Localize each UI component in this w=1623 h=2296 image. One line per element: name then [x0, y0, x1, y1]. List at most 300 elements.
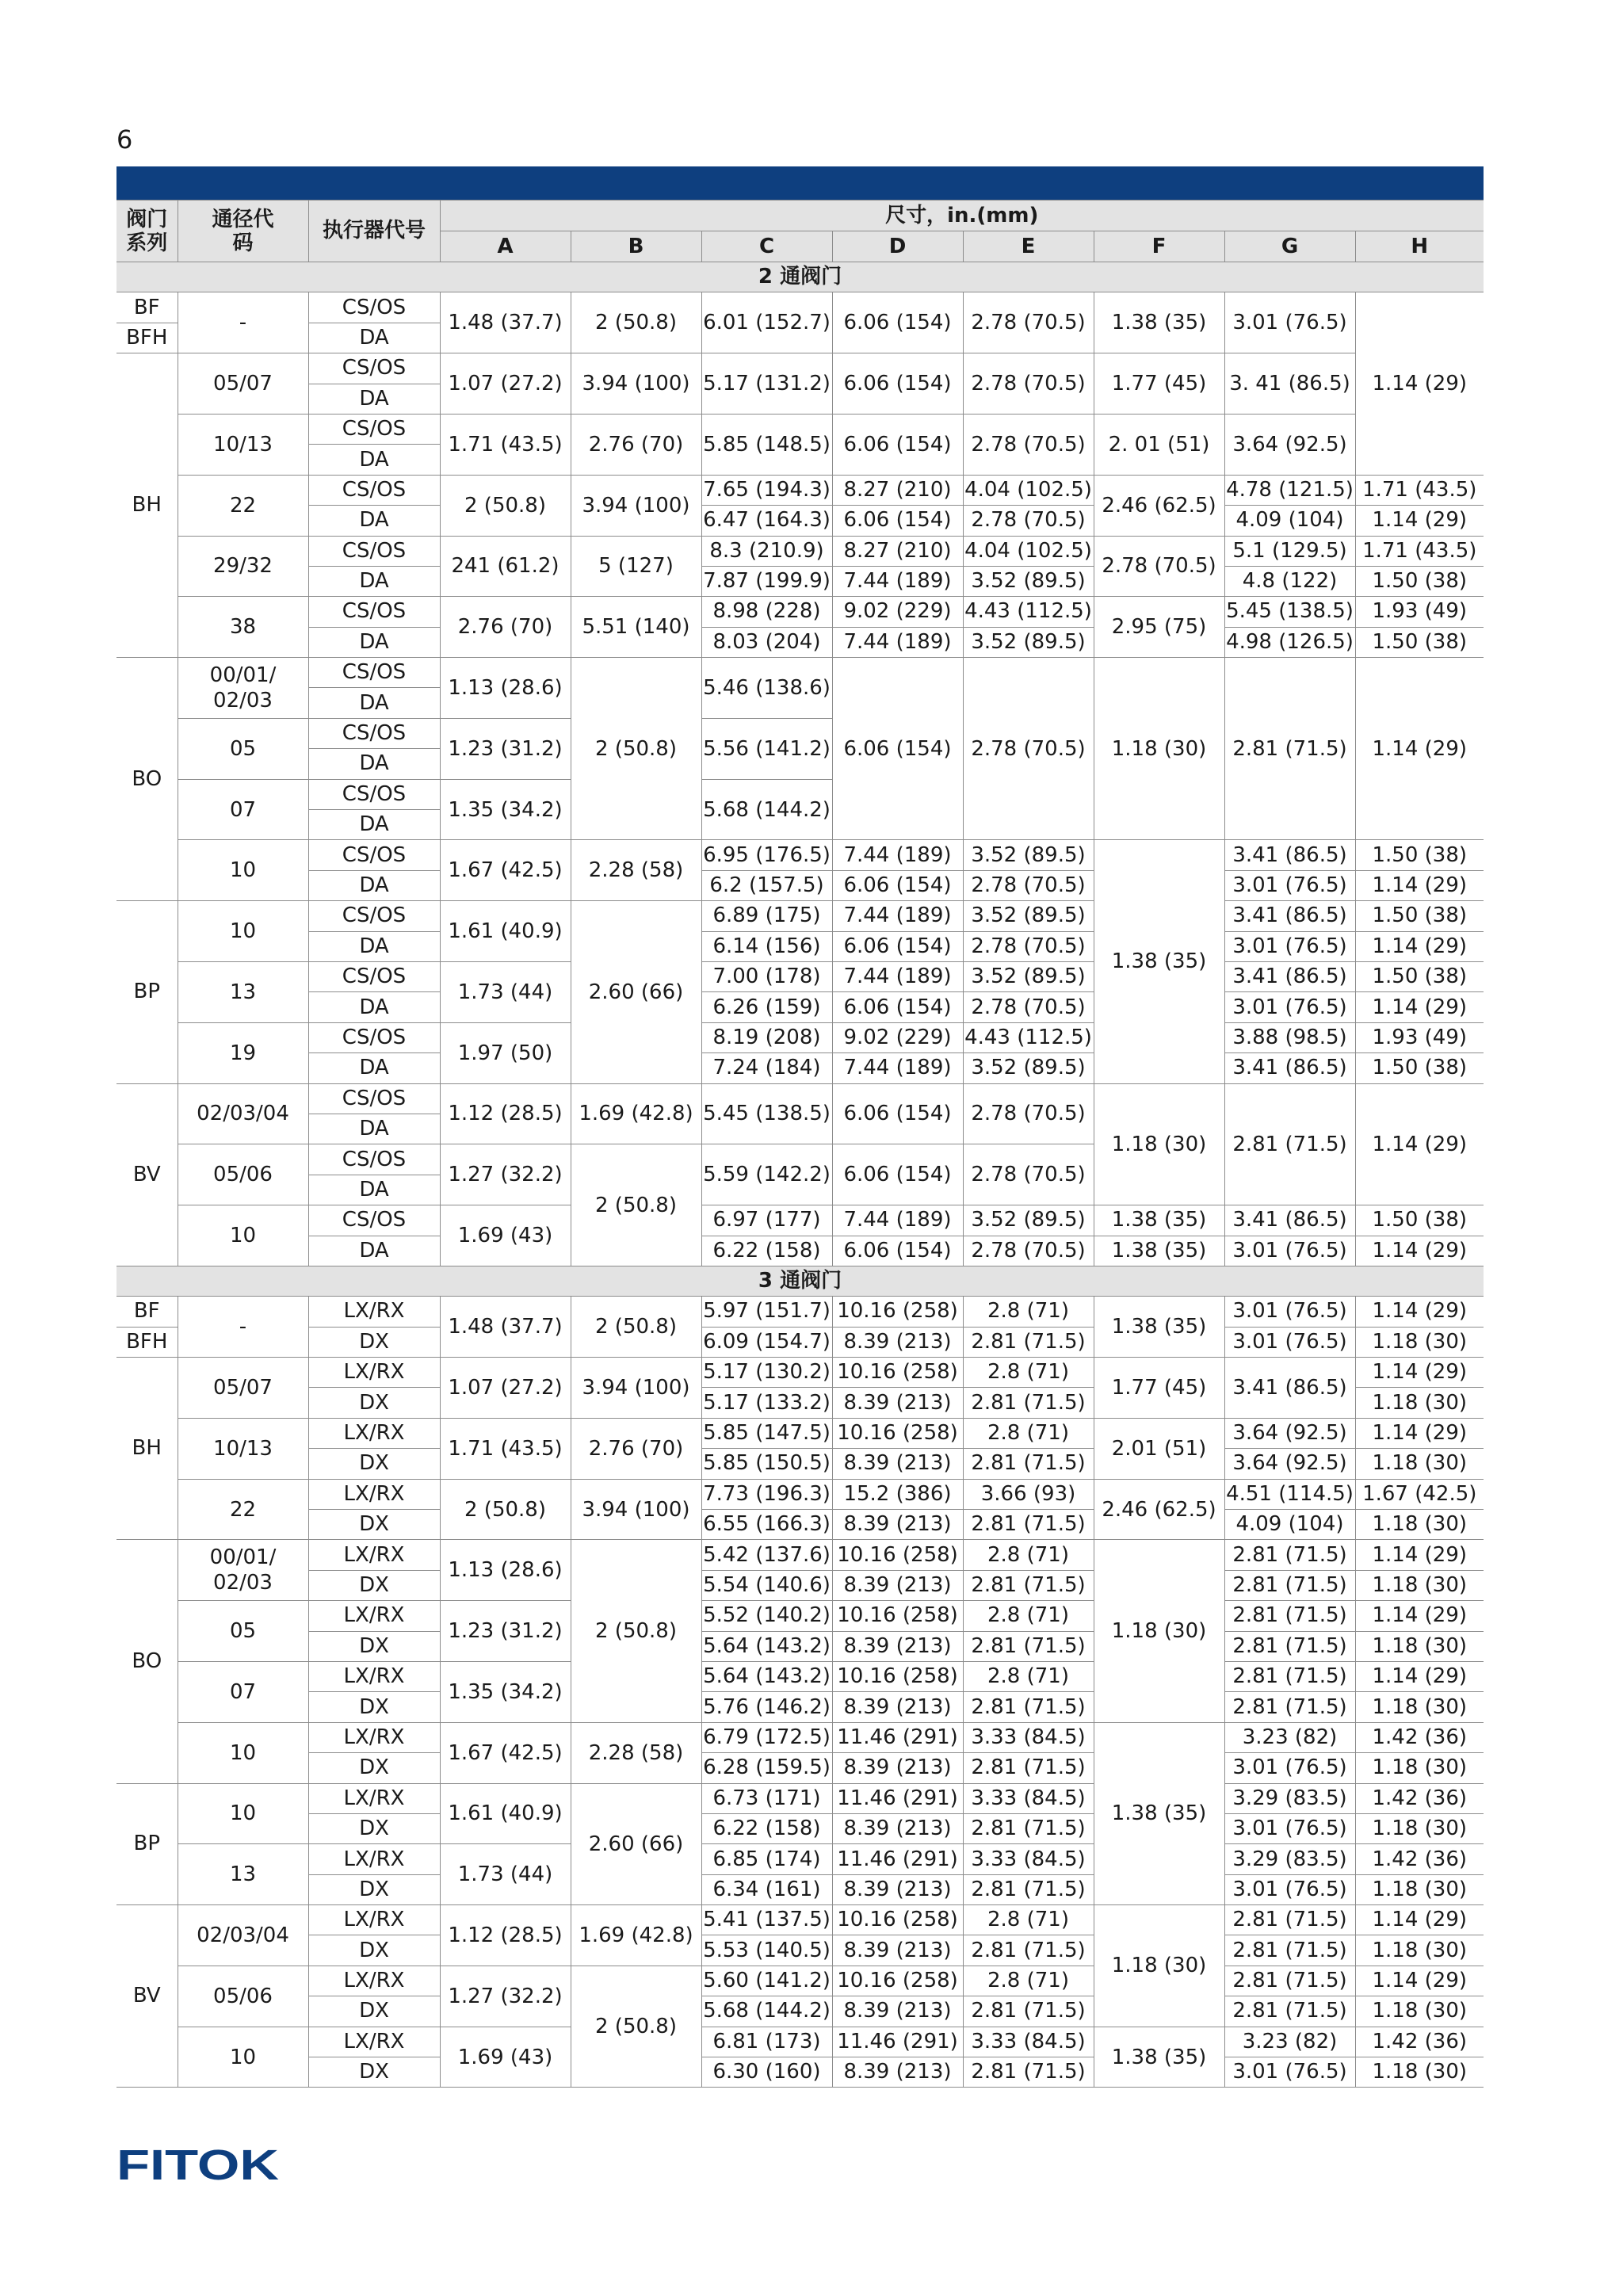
dim-h-cell: 1.50 (38)	[1355, 901, 1484, 931]
actuator-cell: DA	[308, 384, 440, 414]
dim-c-cell: 7.24 (184)	[701, 1053, 832, 1083]
size-code-cell: 22	[178, 475, 308, 536]
table-row	[116, 1813, 1484, 1843]
table-row	[116, 1996, 1484, 2027]
dim-g-cell: 3. 41 (86.5)	[1224, 353, 1355, 415]
dim-e-cell: 3.33 (84.5)	[963, 1722, 1094, 1752]
col-header-c: C	[701, 231, 832, 262]
actuator-cell: LX/RX	[308, 1783, 440, 1813]
dim-d-cell: 7.44 (189)	[832, 961, 963, 991]
actuator-cell: DA	[308, 506, 440, 536]
dim-c-cell: 5.52 (140.2)	[701, 1601, 832, 1631]
dim-e-cell: 2.8 (71)	[963, 1418, 1094, 1448]
header-dimensions: 尺寸，in.(mm)	[440, 201, 1484, 231]
dim-c-cell: 6.26 (159)	[701, 992, 832, 1022]
dim-d-cell: 7.44 (189)	[832, 566, 963, 596]
dim-g-cell: 3.64 (92.5)	[1224, 414, 1355, 475]
dim-h-cell: 1.18 (30)	[1355, 1813, 1484, 1843]
dim-c-cell: 8.98 (228)	[701, 597, 832, 627]
size-code-cell: 10/13	[178, 414, 308, 475]
dim-e-cell: 2.8 (71)	[963, 1661, 1094, 1691]
col-header-e: E	[963, 231, 1094, 262]
actuator-cell: CS/OS	[308, 536, 440, 566]
dim-h-cell: 1.50 (38)	[1355, 566, 1484, 596]
dim-d-cell: 7.44 (189)	[832, 840, 963, 870]
dim-g-cell: 4.09 (104)	[1224, 1510, 1355, 1540]
dim-f-cell: 1.38 (35)	[1094, 1236, 1224, 1266]
dim-c-cell: 5.85 (148.5)	[701, 414, 832, 475]
dim-d-cell: 15.2 (386)	[832, 1479, 963, 1509]
dim-c-cell: 6.97 (177)	[701, 1205, 832, 1236]
dim-d-cell: 8.39 (213)	[832, 1327, 963, 1357]
dim-h-cell: 1.42 (36)	[1355, 1783, 1484, 1813]
dim-e-cell: 2.81 (71.5)	[963, 1388, 1094, 1418]
dim-f-cell: 1.38 (35)	[1094, 1297, 1224, 1358]
dim-d-cell: 10.16 (258)	[832, 1297, 963, 1327]
dim-c-cell: 5.17 (130.2)	[701, 1358, 832, 1388]
dim-g-cell: 3.01 (76.5)	[1224, 1236, 1355, 1266]
actuator-cell: LX/RX	[308, 1966, 440, 1996]
actuator-cell: DA	[308, 870, 440, 900]
dim-h-cell: 1.14 (29)	[1355, 1083, 1484, 1205]
dim-g-cell: 3.23 (82)	[1224, 1722, 1355, 1752]
dim-h-cell: 1.18 (30)	[1355, 1753, 1484, 1783]
dim-b-cell: 5 (127)	[571, 536, 701, 597]
series-cell: BP	[116, 1783, 178, 1905]
dim-a-cell: 1.12 (28.5)	[440, 1083, 571, 1144]
dim-g-cell: 3.64 (92.5)	[1224, 1449, 1355, 1479]
dim-f-cell: 1.77 (45)	[1094, 1358, 1224, 1419]
dim-e-cell: 2.81 (71.5)	[963, 1692, 1094, 1722]
series-cell: BF	[116, 1297, 178, 1327]
dim-g-cell: 3.01 (76.5)	[1224, 1753, 1355, 1783]
dim-c-cell: 5.53 (140.5)	[701, 1935, 832, 1966]
actuator-cell: DX	[308, 1510, 440, 1540]
dim-a-cell: 1.27 (32.2)	[440, 1144, 571, 1205]
dim-a-cell: 241 (61.2)	[440, 536, 571, 597]
dim-c-cell: 5.60 (141.2)	[701, 1966, 832, 1996]
dim-g-cell: 3.41 (86.5)	[1224, 840, 1355, 870]
dim-e-cell: 2.81 (71.5)	[963, 1631, 1094, 1661]
dim-b-cell: 3.94 (100)	[571, 1358, 701, 1419]
dim-a-cell: 1.35 (34.2)	[440, 1661, 571, 1722]
dim-e-cell: 2.81 (71.5)	[963, 1449, 1094, 1479]
dim-g-cell: 3.64 (92.5)	[1224, 1418, 1355, 1448]
dim-b-cell: 2 (50.8)	[571, 1966, 701, 2088]
dim-a-cell: 1.13 (28.6)	[440, 658, 571, 719]
dim-g-cell: 5.45 (138.5)	[1224, 597, 1355, 627]
table-row	[116, 475, 1484, 505]
dim-e-cell: 4.04 (102.5)	[963, 475, 1094, 505]
dim-c-cell: 6.01 (152.7)	[701, 292, 832, 353]
dim-e-cell: 2.78 (70.5)	[963, 353, 1094, 415]
dim-a-cell: 1.07 (27.2)	[440, 1358, 571, 1419]
dim-g-cell: 3.88 (98.5)	[1224, 1022, 1355, 1052]
dim-h-cell: 1.93 (49)	[1355, 597, 1484, 627]
dim-d-cell: 8.39 (213)	[832, 1753, 963, 1783]
dim-c-cell: 5.17 (133.2)	[701, 1388, 832, 1418]
size-code-cell: 05	[178, 718, 308, 779]
dim-c-cell: 6.14 (156)	[701, 931, 832, 961]
dim-d-cell: 6.06 (154)	[832, 870, 963, 900]
dim-c-cell: 8.19 (208)	[701, 1022, 832, 1052]
dim-f-cell: 1.38 (35)	[1094, 2027, 1224, 2088]
actuator-cell: DA	[308, 1175, 440, 1205]
dim-h-cell: 1.18 (30)	[1355, 1874, 1484, 1904]
table-row	[116, 1753, 1484, 1783]
dim-a-cell: 1.67 (42.5)	[440, 1722, 571, 1783]
table-row	[116, 1874, 1484, 1904]
actuator-cell: CS/OS	[308, 475, 440, 505]
dim-c-cell: 6.73 (171)	[701, 1783, 832, 1813]
dim-d-cell: 9.02 (229)	[832, 597, 963, 627]
actuator-cell: CS/OS	[308, 1022, 440, 1052]
dim-c-cell: 5.45 (138.5)	[701, 1083, 832, 1144]
size-code-cell: 07	[178, 1661, 308, 1722]
dim-d-cell: 6.06 (154)	[832, 1083, 963, 1144]
header-color-bar	[116, 166, 1484, 200]
actuator-cell: DX	[308, 1692, 440, 1722]
dim-g-cell: 2.81 (71.5)	[1224, 1540, 1355, 1570]
actuator-cell: CS/OS	[308, 292, 440, 323]
dim-c-cell: 5.68 (144.2)	[701, 1996, 832, 2027]
actuator-cell: CS/OS	[308, 901, 440, 931]
dim-h-cell: 1.14 (29)	[1355, 506, 1484, 536]
dim-f-cell: 1.18 (30)	[1094, 658, 1224, 840]
dim-a-cell: 1.48 (37.7)	[440, 292, 571, 353]
table-row	[116, 658, 1484, 688]
size-code-cell: 05/07	[178, 353, 308, 415]
table-row	[116, 597, 1484, 627]
table-row	[116, 1935, 1484, 1966]
dim-g-cell: 4.98 (126.5)	[1224, 627, 1355, 657]
series-cell: BFH	[116, 1327, 178, 1357]
dim-e-cell: 2.78 (70.5)	[963, 992, 1094, 1022]
dim-g-cell: 2.81 (71.5)	[1224, 1935, 1355, 1966]
dim-g-cell: 3.29 (83.5)	[1224, 1783, 1355, 1813]
dim-e-cell: 3.52 (89.5)	[963, 961, 1094, 991]
col-header-h: H	[1355, 231, 1484, 262]
series-cell: BP	[116, 901, 178, 1083]
actuator-cell: DA	[308, 1114, 440, 1144]
actuator-cell: DX	[308, 1935, 440, 1966]
dim-d-cell: 8.39 (213)	[832, 1935, 963, 1966]
table-row	[116, 1570, 1484, 1600]
table-row	[116, 506, 1484, 536]
size-code-cell: -	[178, 1297, 308, 1358]
size-code-cell: 38	[178, 597, 308, 658]
table-row	[116, 1540, 1484, 1570]
dim-d-cell: 8.39 (213)	[832, 1510, 963, 1540]
dim-d-cell: 6.06 (154)	[832, 1144, 963, 1205]
dim-c-cell: 6.79 (172.5)	[701, 1722, 832, 1752]
dim-c-cell: 7.87 (199.9)	[701, 566, 832, 596]
dim-f-cell: 1.38 (35)	[1094, 1722, 1224, 1904]
dim-h-cell: 1.14 (29)	[1355, 1297, 1484, 1327]
size-code-cell: 05	[178, 1601, 308, 1662]
dim-e-cell: 3.52 (89.5)	[963, 627, 1094, 657]
dim-a-cell: 1.69 (43)	[440, 2027, 571, 2088]
series-cell: BV	[116, 1083, 178, 1266]
table-row	[116, 536, 1484, 566]
dim-g-cell: 4.51 (114.5)	[1224, 1479, 1355, 1509]
dim-b-cell: 3.94 (100)	[571, 475, 701, 536]
size-code-cell: 10/13	[178, 1418, 308, 1479]
dim-e-cell: 3.33 (84.5)	[963, 1844, 1094, 1874]
series-cell: BV	[116, 1905, 178, 2088]
dim-a-cell: 1.73 (44)	[440, 961, 571, 1022]
dim-c-cell: 6.22 (158)	[701, 1236, 832, 1266]
size-code-cell: 05/06	[178, 1144, 308, 1205]
dim-e-cell: 2.81 (71.5)	[963, 1813, 1094, 1843]
dim-g-cell: 3.23 (82)	[1224, 2027, 1355, 2057]
dim-h-cell: 1.71 (43.5)	[1355, 536, 1484, 566]
table-row	[116, 1844, 1484, 1874]
dim-h-cell: 1.18 (30)	[1355, 1935, 1484, 1966]
actuator-cell: DX	[308, 1449, 440, 1479]
dim-c-cell: 7.00 (178)	[701, 961, 832, 991]
dim-g-cell: 3.01 (76.5)	[1224, 992, 1355, 1022]
dim-f-cell: 1.38 (35)	[1094, 292, 1224, 353]
actuator-cell: LX/RX	[308, 1661, 440, 1691]
dim-e-cell: 2.81 (71.5)	[963, 1874, 1094, 1904]
dim-g-cell: 3.41 (86.5)	[1224, 1053, 1355, 1083]
dim-c-cell: 5.17 (131.2)	[701, 353, 832, 415]
dim-a-cell: 1.23 (31.2)	[440, 718, 571, 779]
dim-c-cell: 5.54 (140.6)	[701, 1570, 832, 1600]
size-code-cell: 10	[178, 1783, 308, 1844]
dim-h-cell: 1.14 (29)	[1355, 1966, 1484, 1996]
dim-d-cell: 10.16 (258)	[832, 1661, 963, 1691]
dim-b-cell: 2.76 (70)	[571, 1418, 701, 1479]
dim-c-cell: 6.09 (154.7)	[701, 1327, 832, 1357]
header-size-code: 通径代码	[178, 201, 308, 262]
section-row	[116, 262, 1484, 292]
dim-d-cell: 6.06 (154)	[832, 931, 963, 961]
dim-e-cell: 2.8 (71)	[963, 1905, 1094, 1935]
dim-a-cell: 1.23 (31.2)	[440, 1601, 571, 1662]
section-row	[116, 1266, 1484, 1296]
dim-c-cell: 8.3 (210.9)	[701, 536, 832, 566]
dim-f-cell: 1.77 (45)	[1094, 353, 1224, 415]
dim-d-cell: 7.44 (189)	[832, 1053, 963, 1083]
dim-g-cell: 2.81 (71.5)	[1224, 1996, 1355, 2027]
dim-h-cell: 1.14 (29)	[1355, 1358, 1484, 1388]
dim-g-cell: 3.01 (76.5)	[1224, 931, 1355, 961]
size-code-cell: 22	[178, 1479, 308, 1540]
size-code-cell: 05/07	[178, 1358, 308, 1419]
actuator-cell: LX/RX	[308, 1844, 440, 1874]
dim-h-cell: 1.14 (29)	[1355, 1540, 1484, 1570]
page-number: 6	[116, 124, 133, 155]
table-header	[116, 201, 1484, 262]
dim-b-cell: 2.28 (58)	[571, 1722, 701, 1783]
dim-b-cell: 2 (50.8)	[571, 1144, 701, 1266]
table-row	[116, 1236, 1484, 1266]
dim-e-cell: 4.04 (102.5)	[963, 536, 1094, 566]
dim-d-cell: 10.16 (258)	[832, 1905, 963, 1935]
col-header-g: G	[1224, 231, 1355, 262]
dim-a-cell: 1.71 (43.5)	[440, 1418, 571, 1479]
actuator-cell: DA	[308, 810, 440, 840]
table-row	[116, 1449, 1484, 1479]
actuator-cell: DX	[308, 1874, 440, 1904]
dim-d-cell: 11.46 (291)	[832, 2027, 963, 2057]
actuator-cell: CS/OS	[308, 658, 440, 688]
dim-d-cell: 8.27 (210)	[832, 536, 963, 566]
dim-e-cell: 2.78 (70.5)	[963, 658, 1094, 840]
dim-d-cell: 8.39 (213)	[832, 1570, 963, 1600]
dim-e-cell: 2.81 (71.5)	[963, 1570, 1094, 1600]
dim-f-cell: 2. 01 (51)	[1094, 414, 1224, 475]
series-cell: BF	[116, 292, 178, 323]
size-code-cell: 00/01/ 02/03	[178, 1540, 308, 1601]
dim-c-cell: 5.68 (144.2)	[701, 779, 832, 840]
dim-g-cell: 3.01 (76.5)	[1224, 1327, 1355, 1357]
dim-g-cell: 2.81 (71.5)	[1224, 1601, 1355, 1631]
dim-e-cell: 4.43 (112.5)	[963, 1022, 1094, 1052]
table-row	[116, 2027, 1484, 2057]
dim-h-cell: 1.14 (29)	[1355, 1601, 1484, 1631]
actuator-cell: CS/OS	[308, 1083, 440, 1114]
actuator-cell: DX	[308, 1813, 440, 1843]
size-code-cell: 10	[178, 901, 308, 962]
dim-a-cell: 1.61 (40.9)	[440, 1783, 571, 1844]
col-header-a: A	[440, 231, 571, 262]
dim-d-cell: 10.16 (258)	[832, 1418, 963, 1448]
dim-d-cell: 8.39 (213)	[832, 1631, 963, 1661]
size-code-cell: 10	[178, 2027, 308, 2088]
dim-a-cell: 1.67 (42.5)	[440, 840, 571, 901]
dim-c-cell: 8.03 (204)	[701, 627, 832, 657]
table-row	[116, 1479, 1484, 1509]
dim-d-cell: 11.46 (291)	[832, 1783, 963, 1813]
dim-b-cell: 2.60 (66)	[571, 1783, 701, 1905]
dim-g-cell: 3.41 (86.5)	[1224, 901, 1355, 931]
table-row	[116, 1022, 1484, 1052]
table-row	[116, 292, 1484, 323]
size-code-cell: -	[178, 292, 308, 353]
dim-c-cell: 6.95 (176.5)	[701, 840, 832, 870]
dim-h-cell: 1.14 (29)	[1355, 1661, 1484, 1691]
table-row	[116, 961, 1484, 991]
dim-h-cell: 1.14 (29)	[1355, 1905, 1484, 1935]
dim-g-cell: 2.81 (71.5)	[1224, 1966, 1355, 1996]
dim-e-cell: 3.33 (84.5)	[963, 1783, 1094, 1813]
dim-d-cell: 8.39 (213)	[832, 1388, 963, 1418]
dim-h-cell: 1.18 (30)	[1355, 1510, 1484, 1540]
dim-b-cell: 3.94 (100)	[571, 353, 701, 415]
series-cell: BFH	[116, 323, 178, 353]
table-row	[116, 1661, 1484, 1691]
dim-d-cell: 6.06 (154)	[832, 414, 963, 475]
dim-h-cell: 1.42 (36)	[1355, 1844, 1484, 1874]
header-actuator-code: 执行器代号	[308, 201, 440, 262]
actuator-cell: CS/OS	[308, 779, 440, 809]
col-header-b: B	[571, 231, 701, 262]
dim-a-cell: 1.61 (40.9)	[440, 901, 571, 962]
section-title: 2 通阀门	[116, 262, 1484, 292]
table-row	[116, 1358, 1484, 1388]
dim-e-cell: 3.52 (89.5)	[963, 1205, 1094, 1236]
dim-c-cell: 6.85 (174)	[701, 1844, 832, 1874]
dim-e-cell: 2.81 (71.5)	[963, 1510, 1094, 1540]
actuator-cell: LX/RX	[308, 1722, 440, 1752]
fitok-logo	[116, 2140, 283, 2187]
dim-e-cell: 2.8 (71)	[963, 1966, 1094, 1996]
table-row	[116, 1631, 1484, 1661]
dim-c-cell: 5.56 (141.2)	[701, 718, 832, 779]
dim-d-cell: 7.44 (189)	[832, 1205, 963, 1236]
dim-h-cell: 1.14 (29)	[1355, 1236, 1484, 1266]
dim-c-cell: 5.46 (138.6)	[701, 658, 832, 719]
dim-f-cell: 1.38 (35)	[1094, 840, 1224, 1083]
dim-a-cell: 1.48 (37.7)	[440, 1297, 571, 1358]
dim-e-cell: 2.78 (70.5)	[963, 1236, 1094, 1266]
dim-b-cell: 2 (50.8)	[571, 292, 701, 353]
table-row	[116, 931, 1484, 961]
dim-b-cell: 5.51 (140)	[571, 597, 701, 658]
dim-c-cell: 6.81 (173)	[701, 2027, 832, 2057]
dim-h-cell: 1.14 (29)	[1355, 658, 1484, 840]
col-header-d: D	[832, 231, 963, 262]
actuator-cell: DX	[308, 1327, 440, 1357]
actuator-cell: CS/OS	[308, 414, 440, 444]
dim-e-cell: 3.66 (93)	[963, 1479, 1094, 1509]
dim-b-cell: 3.94 (100)	[571, 1479, 701, 1540]
dim-h-cell: 1.42 (36)	[1355, 2027, 1484, 2057]
dim-g-cell: 2.81 (71.5)	[1224, 1631, 1355, 1661]
dim-e-cell: 2.78 (70.5)	[963, 292, 1094, 353]
table-row	[116, 992, 1484, 1022]
size-code-cell: 10	[178, 1722, 308, 1783]
table-row	[116, 1783, 1484, 1813]
dim-f-cell: 1.18 (30)	[1094, 1540, 1224, 1722]
dim-e-cell: 2.78 (70.5)	[963, 1144, 1094, 1205]
dim-c-cell: 6.55 (166.3)	[701, 1510, 832, 1540]
dim-h-cell: 1.14 (29)	[1355, 992, 1484, 1022]
actuator-cell: LX/RX	[308, 1540, 440, 1570]
dim-d-cell: 11.46 (291)	[832, 1722, 963, 1752]
actuator-cell: LX/RX	[308, 1358, 440, 1388]
dim-e-cell: 2.78 (70.5)	[963, 931, 1094, 961]
dim-a-cell: 1.35 (34.2)	[440, 779, 571, 840]
dim-g-cell: 2.81 (71.5)	[1224, 1692, 1355, 1722]
dim-e-cell: 2.81 (71.5)	[963, 1753, 1094, 1783]
dim-d-cell: 8.39 (213)	[832, 1692, 963, 1722]
dim-c-cell: 5.76 (146.2)	[701, 1692, 832, 1722]
dim-a-cell: 1.97 (50)	[440, 1022, 571, 1083]
size-code-cell: 19	[178, 1022, 308, 1083]
actuator-cell: DA	[308, 992, 440, 1022]
actuator-cell: DA	[308, 1236, 440, 1266]
dim-h-cell: 1.18 (30)	[1355, 1388, 1484, 1418]
dim-c-cell: 6.2 (157.5)	[701, 870, 832, 900]
table-row	[116, 1418, 1484, 1448]
table-row	[116, 1327, 1484, 1357]
dim-h-cell: 1.18 (30)	[1355, 1327, 1484, 1357]
header-series: 阀门系列	[116, 201, 178, 262]
dim-e-cell: 2.78 (70.5)	[963, 870, 1094, 900]
actuator-cell: DA	[308, 1053, 440, 1083]
dim-c-cell: 5.64 (143.2)	[701, 1661, 832, 1691]
dim-g-cell: 3.01 (76.5)	[1224, 2057, 1355, 2088]
table-row	[116, 1053, 1484, 1083]
actuator-cell: DA	[308, 749, 440, 779]
dim-e-cell: 2.8 (71)	[963, 1540, 1094, 1570]
dim-d-cell: 10.16 (258)	[832, 1358, 963, 1388]
table-row	[116, 840, 1484, 870]
